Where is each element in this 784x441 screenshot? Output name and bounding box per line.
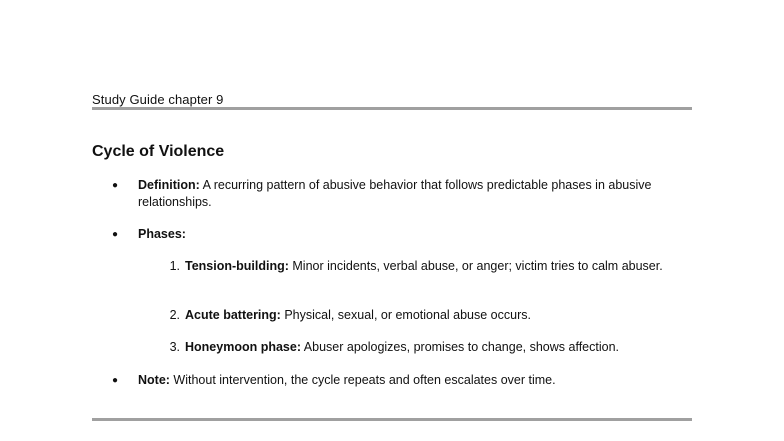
- note-label: Note:: [138, 373, 170, 387]
- section-title: Cycle of Violence: [92, 143, 225, 160]
- definition-body: A recurring pattern of abusive behavior that follows predictable phases in abusive relationships.: [138, 178, 652, 209]
- phase-text: [185, 258, 685, 275]
- phase-text: [185, 339, 685, 356]
- phase-number: 3.: [169, 340, 180, 354]
- phase-body: Minor incidents, verbal abuse, or anger; victim tries to calm abuser.: [288, 259, 663, 273]
- phase-text: [185, 307, 685, 324]
- bullet-dot-icon: ●: [112, 375, 119, 386]
- definition-label: Definition:: [138, 178, 200, 192]
- bullet-note-text: [138, 372, 678, 389]
- phase-number: 2.: [169, 308, 180, 322]
- phase-label: Acute battering:: [185, 308, 281, 322]
- phase-body: Physical, sexual, or emotional abuse occurs.: [280, 308, 531, 322]
- bullet-phases-text: [138, 226, 678, 243]
- bullet-dot-icon: ●: [112, 180, 119, 191]
- bullet-definition-text: [138, 177, 678, 211]
- phase-number: 1.: [169, 259, 180, 273]
- header-divider: [92, 107, 692, 110]
- page-header-title: Study Guide chapter 9: [92, 92, 224, 107]
- note-body: Without intervention, the cycle repeats and often escalates over time.: [169, 373, 556, 387]
- phases-label: Phases:: [138, 227, 186, 241]
- bullet-dot-icon: ●: [112, 229, 119, 240]
- phase-label: Honeymoon phase:: [185, 340, 301, 354]
- footer-divider: [92, 418, 692, 421]
- phase-label: Tension-building:: [185, 259, 289, 273]
- phase-body: Abuser apologizes, promises to change, shows affection.: [301, 340, 620, 354]
